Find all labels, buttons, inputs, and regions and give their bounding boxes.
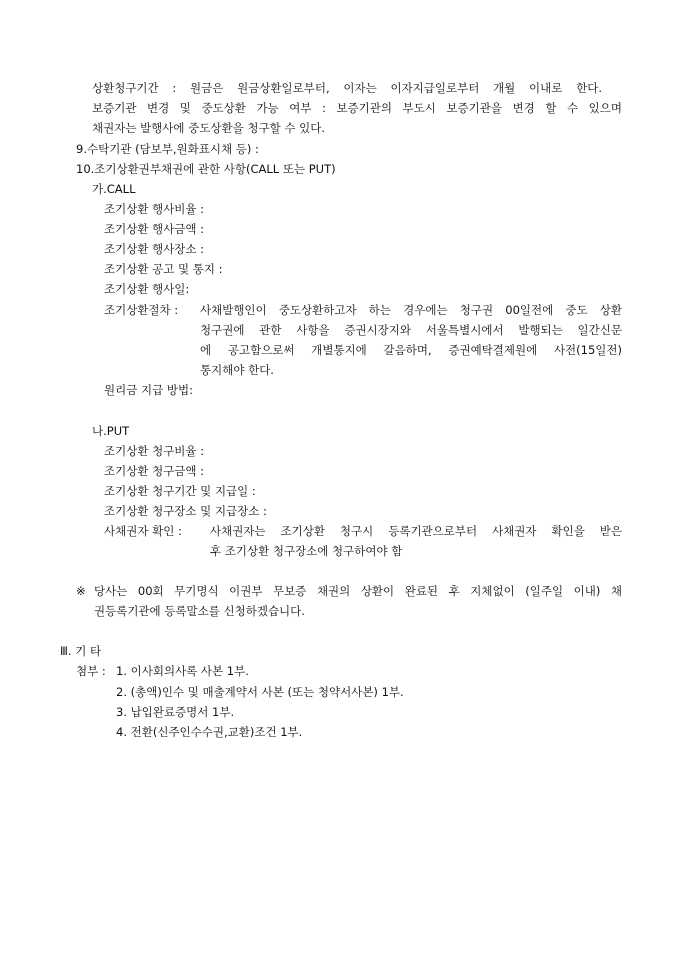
note-line1: 당사는 00회 무기명식 이권부 무보증 채권의 상환이 완료된 후 지체없이 (일주일 이내) 채 [94,584,622,598]
call-payment-method: 원리금 지급 방법: [104,383,193,397]
call-procedure-line1: 사채발행인이 중도상환하고자 하는 경우에는 청구권 00일전에 중도 상환 [200,303,622,317]
put-amount: 조기상환 청구금액 : [104,464,205,478]
item-9-trustee: 9.수탁기관 (담보부,원화표시채 등) : [76,142,259,156]
call-procedure-line2: 청구권에 관한 사항을 증권시장지와 서울특별시에서 발행되는 일간신문 [200,323,622,337]
call-ratio: 조기상환 행사비율 : [104,202,205,216]
guarantor-change-line1: 보증기관 변경 및 중도상환 가능 여부 : 보증기관의 부도시 보증기관을 변경 할 수 있으며 [92,101,622,115]
attachment-item-3: 3. 납입완료증명서 1부. [116,705,235,719]
repayment-period: 상환청구기간 : 원금은 원금상환일로부터, 이자는 이자지급일로부터 개월 이내로 한다. [92,81,602,95]
put-ratio: 조기상환 청구비율 : [104,444,205,458]
attachment-item-4: 4. 전환(신주인수수권,교환)조건 1부. [116,725,303,739]
call-date: 조기상환 행사일: [104,282,190,296]
put-heading: 나.PUT [92,424,130,438]
call-procedure-label: 조기상환절차 : [104,303,179,317]
put-confirm-label: 사채권자 확인 : [104,524,182,538]
note-line2: 권등록기관에 등록말소를 신청하겠습니다. [94,604,305,618]
call-place: 조기상환 행사장소 : [104,242,205,256]
attachment-label: 첨부 : [76,664,106,678]
note-mark: ※ [76,584,86,598]
call-notice: 조기상환 공고 및 통지 : [104,262,223,276]
call-heading: 가.CALL [92,182,136,196]
put-period: 조기상환 청구기간 및 지급일 : [104,484,256,498]
item-10-early-redemption: 10.조기상환권부채권에 관한 사항(CALL 또는 PUT) [76,162,336,176]
put-confirm-line2: 후 조기상환 청구장소에 청구하여야 함 [210,544,403,558]
attachment-item-1: 1. 이사회의사록 사본 1부. [116,664,249,678]
put-place: 조기상환 청구장소 및 지급장소 : [104,504,267,518]
call-procedure-line3: 에 공고함으로써 개별통지에 갈음하며, 증권예탁결제원에 사전(15일전) [200,343,622,357]
call-amount: 조기상환 행사금액 : [104,222,205,236]
guarantor-change-line2: 채권자는 발행사에 중도상환을 청구할 수 있다. [92,121,326,135]
call-procedure-line4: 통지해야 한다. [200,363,274,377]
section-3-title: Ⅲ. 기 타 [60,644,102,658]
put-confirm-line1: 사채권자는 조기상환 청구시 등록기관으로부터 사채권자 확인을 받은 [210,524,622,538]
attachment-item-2: 2. (총액)인수 및 매출계약서 사본 (또는 청약서사본) 1부. [116,685,404,699]
